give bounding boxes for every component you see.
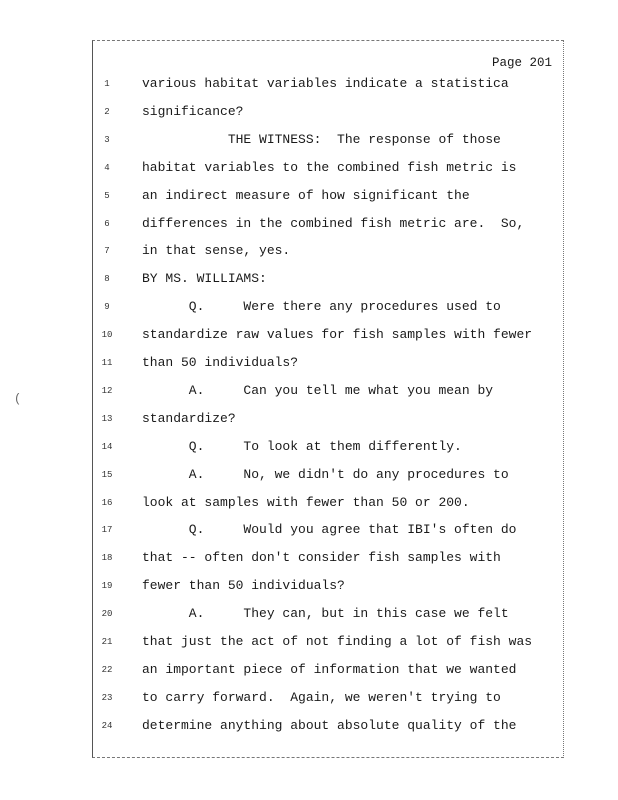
line-text: look at samples with fewer than 50 or 200. (142, 494, 470, 510)
line-text: Q. Would you agree that IBI's often do (142, 522, 517, 538)
transcript-line (0, 299, 618, 319)
line-number: 22 (101, 664, 113, 675)
line-number: 23 (101, 692, 113, 703)
margin-mark: ( (14, 392, 22, 406)
line-number: 21 (101, 637, 113, 647)
transcript-line (0, 76, 618, 96)
line-number: 17 (101, 525, 113, 536)
line-number: 8 (104, 274, 110, 285)
line-text: than 50 individuals? (142, 355, 299, 370)
line-text: standardize? (142, 410, 236, 426)
transcript-line (0, 132, 618, 152)
line-number: 1 (104, 79, 110, 89)
transcript-line (0, 690, 618, 710)
line-number: 19 (101, 581, 113, 592)
line-text: A. No, we didn't do any procedures to (142, 466, 509, 482)
transcript-line (0, 550, 618, 570)
line-text: THE WITNESS: The response of those (142, 131, 501, 147)
transcript-line (0, 606, 618, 626)
line-number: 24 (101, 720, 113, 731)
transcript-line (0, 383, 618, 403)
line-number: 13 (101, 413, 113, 424)
line-text: A. Can you tell me what you mean by (142, 382, 494, 398)
transcript-line (0, 662, 618, 682)
line-text: in that sense, yes. (142, 243, 291, 259)
transcript-line (0, 104, 618, 124)
transcript-line (0, 634, 618, 654)
transcript-line (0, 522, 618, 542)
line-number: 15 (101, 469, 113, 480)
transcript-line (0, 216, 618, 236)
page-number: Page 201 (491, 56, 552, 70)
transcript-line (0, 718, 618, 738)
line-text: habitat variables to the combined fish metric is (142, 159, 517, 175)
line-number: 10 (101, 330, 113, 341)
line-number: 5 (104, 190, 110, 201)
line-number: 11 (101, 358, 113, 368)
line-text: differences in the combined fish metric are. So, (142, 215, 525, 231)
line-number: 18 (101, 553, 113, 564)
transcript-line (0, 355, 618, 375)
line-text: significance? (142, 103, 244, 119)
line-text: standardize raw values for fish samples with fewer (142, 327, 533, 343)
line-number: 7 (104, 246, 110, 257)
line-text: that just the act of not finding a lot of fish was (142, 634, 533, 649)
line-number: 9 (104, 302, 110, 313)
transcript-line (0, 467, 618, 487)
line-text: an indirect measure of how significant the (142, 187, 470, 203)
line-number: 2 (104, 106, 110, 117)
transcript-line (0, 411, 618, 431)
transcript-line (0, 271, 618, 291)
transcript-line (0, 495, 618, 515)
transcript-line (0, 243, 618, 263)
line-text: A. They can, but in this case we felt (142, 606, 509, 622)
line-text: to carry forward. Again, we weren't trying to (142, 689, 501, 705)
line-text: fewer than 50 individuals? (142, 578, 345, 594)
line-number: 3 (104, 134, 110, 145)
line-text: determine anything about absolute quality of the (142, 717, 517, 733)
line-text: an important piece of information that we wanted (142, 661, 517, 677)
line-text: Q. To look at them differently. (142, 438, 462, 454)
transcript-line (0, 327, 618, 347)
line-number: 20 (101, 609, 113, 620)
transcript-line (0, 578, 618, 598)
transcript-line (0, 160, 618, 180)
line-number: 12 (101, 385, 113, 396)
line-number: 4 (104, 162, 110, 173)
transcript-line (0, 188, 618, 208)
line-text: BY MS. WILLIAMS: (142, 271, 267, 287)
line-number: 16 (101, 497, 113, 508)
line-text: that -- often don't consider fish samples with (142, 550, 501, 566)
transcript-line (0, 439, 618, 459)
line-number: 6 (104, 218, 110, 229)
line-text: Q. Were there any procedures used to (142, 299, 501, 315)
line-number: 14 (101, 441, 113, 452)
line-text: various habitat variables indicate a statistica (142, 76, 509, 91)
